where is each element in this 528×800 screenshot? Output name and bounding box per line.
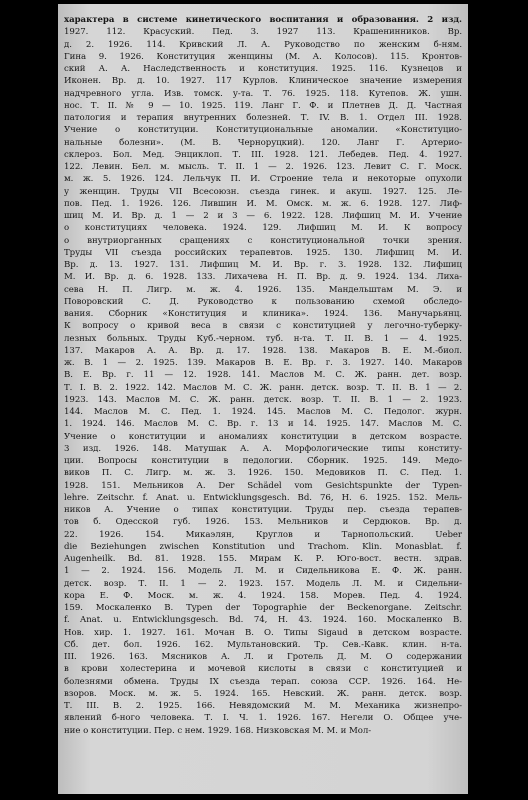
text-line: Поворовский С. Д. Руководство к пользованию схемой обследо-	[64, 296, 462, 307]
text-line: д. 2. 1926. 114. Кривский Л. А. Руководство по женским б-ням.	[64, 39, 462, 50]
text-line: К вопросу о кривой веса в связи с конституцией у легочно-туберку-	[64, 321, 462, 332]
text-line: 1928. 151. Мельников А. Der Schädel vom Gesichtspunkte der Typen-	[64, 480, 462, 491]
bibliography-text	[64, 14, 462, 737]
text-line: 137. Макаров А. А. Вр. д. 17. 1928. 138. Макаров В. Е. М.-биол.	[64, 345, 462, 356]
text-line: характера в системе кинетического воспитания и образования. 2 изд.	[64, 15, 462, 25]
text-line: III. 1926. 163. Мясников А. Л. и Гротель Д. М. О содержании	[64, 652, 462, 662]
text-line: 1. 1924. 146. Маслов М. С. Вр. г. 13 и 14. 1925. 147. Маслов М. С.	[64, 419, 462, 430]
text-line: Вр. д. 13. 1927. 131. Лифшиц М. И. Вр. г. 3. 1928. 132. Лифшиц	[64, 260, 462, 270]
text-line: ж. В. 1 — 2. 1925. 139. Макаров В. Е. Вр. г. 3. 1927. 140. Макаров	[64, 358, 462, 368]
text-line: нальные болезни». (М. В. Черноруцкий). 120. Ланг Г. Артерио-	[64, 137, 462, 148]
text-line: lehre. Zeitschr. f. Anat. u. Entwicklungsgesch. Bd. 76, H. 6. 1925. 152. Мель-	[64, 492, 462, 503]
text-line: Гина 9. 1926. Конституция женщины (М. А. Колосов). 115. Кронтов-	[64, 51, 462, 62]
text-line: 159. Москаленко В. Typen der Topographie der Beckenorgane. Zeitschr.	[64, 603, 462, 613]
text-line: у женщин. Труды VII Всесоюзн. съезда гинек. и акуш. 1927. 125. Ле-	[64, 186, 462, 197]
text-line: Учение о конституции. Конституциональные аномалии. «Конституцио-	[64, 125, 462, 136]
text-line: болезнями обмена. Труды IX съезда терап. союза ССР. 1926. 164. Не-	[64, 676, 462, 687]
text-line: В. Е. Вр. г. 11 — 12. 1928. 141. Маслов М. С. Ж. ранн. дет. возр.	[64, 370, 462, 381]
text-line: о внутриорганных сращениях с конституциональной точки зрения.	[64, 235, 462, 246]
text-line: 1927. 112. Красуский. Пед. 3. 1927 113. Крашенинников. Вр.	[64, 27, 462, 38]
text-line: пов. Пед. 1. 1926. 126. Лившин И. М. Омск. м. ж. 6. 1928. 127. Лиф-	[64, 198, 462, 209]
text-line: f. Anat. u. Entwicklungsgesch. Bd. 74, H. 43. 1924. 160. Москаленко В.	[64, 615, 462, 626]
text-line: ский А. А. Наследственность и конституция. 1925. 116. Кузнецов и	[64, 64, 462, 74]
text-line: Т. I. В. 2. 1922. 142. Маслов М. С. Ж. ранн. детск. возр. Т. II. В. 1 — 2.	[64, 382, 462, 393]
text-line: вания. Сборник «Конституция и клиника». 1924. 136. Манучарьянц.	[64, 309, 462, 319]
text-line: сева Н. П. Лигр. м. ж. 4. 1926. 135. Мандельштам М. Э. и	[64, 284, 462, 295]
text-line: Учение о конституции и аномалиях конституции в детском возрасте.	[64, 431, 462, 442]
text-line: ции. Вопросы конституции в педологии. Сборник. 1925. 149. Медо-	[64, 456, 462, 466]
text-line: Нов. хир. 1. 1927. 161. Мочан В. О. Типы Sigaud в детском возрасте.	[64, 627, 462, 638]
text-line: ние о конституции. Пер. с нем. 1929. 168. Низковская М. М. и Мол-	[64, 725, 372, 736]
text-line: нос. Т. II. № 9 — 10. 1925. 119. Ланг Г. Ф. и Плетнев Д. Д. Частная	[64, 100, 462, 111]
text-line: 122. Левин. Бел. м. мысль. Т. II. 1 — 2. 1926. 123. Левит С. Г. Моск.	[64, 162, 462, 172]
text-line: шиц М. И. Вр. д. 1 — 2 и 3 — 6. 1922. 128. Лифшиц М. И. Учение	[64, 211, 462, 221]
text-line: Труды VII съезда российских терапевтов. 1925. 130. Лифшиц М. И.	[64, 247, 462, 258]
text-line: патология и терапия внутренних болезней. Т. IV. В. 1. Отдел III. 1928.	[64, 113, 462, 123]
text-line: явлений б-ного человека. Т. I. Ч. 1. 1926. 167. Негели О. Общее уче-	[64, 713, 462, 724]
text-line: кора Е. Ф. Моск. м. ж. 4. 1924. 158. Морев. Пед. 4. 1924.	[64, 590, 462, 601]
text-line: 1923. 143. Маслов М. С. Ж. ранн. детск. возр. Т. II. В. 1 — 2. 1923.	[64, 394, 462, 405]
text-line: лезных больных. Труды Куб.-черном. туб. н-та. Т. II. В. 1 — 4. 1925.	[64, 333, 462, 344]
text-line: виков П. С. Лигр. м. ж. 3. 1926. 150. Медовиков П. С. Пед. 1.	[64, 468, 462, 479]
text-line: Сб. дет. бол. 1926. 162. Мультановский. Тр. Сев.-Кавк. клин. н-та.	[64, 639, 462, 650]
book-page	[58, 4, 468, 794]
text-line: детск. возр. Т. II. 1 — 2. 1923. 157. Модель Л. М. и Сидельни-	[64, 578, 462, 589]
text-line: 3 изд. 1926. 148. Матушак А. А. Морфологические типы конститу-	[64, 443, 462, 454]
text-line: 1 — 2. 1924. 156. Модель Л. М. и Сидельникова Е. Ф. Ж. ранн.	[64, 566, 462, 577]
text-line: о конституциях человека. 1924. 129. Лифшиц М. И. К вопросу	[64, 223, 462, 234]
text-line: die Beziehungen zwischen Konstitution und Trachom. Klin. Monasblat. f.	[64, 541, 462, 552]
text-line: тов б. Одесской губ. 1926. 153. Мельников и Сердюков. Вр. д.	[64, 517, 462, 528]
text-line: в крови холестерина и мочевой кислоты в связи с конституцией и	[64, 664, 462, 675]
text-line: надчревного угла. Изв. томск. у-та. Т. 76. 1925. 118. Кутепов. Ж. ушн.	[64, 88, 462, 99]
text-line: Т. III. В. 2. 1925. 166. Невядомский М. М. Механика жизнепро-	[64, 701, 462, 711]
text-line: М. И. Вр. д. 6. 1928. 133. Лихачева Н. П. Вр. д. 9. 1924. 134. Лиха-	[64, 272, 462, 283]
text-line: м. ж. 5. 1926. 124. Лельчук П. И. Строение тела и некоторые опухоли	[64, 174, 462, 185]
text-line: 22. 1926. 154. Микаэлян, Круглов и Тарнопольский. Ueber	[64, 529, 462, 540]
text-line: 144. Маслов М. С. Пед. 1. 1924. 145. Маслов М. С. Педолог. журн.	[64, 407, 462, 417]
text-line: склероз. Бол. Мед. Энциклоп. Т. III. 1928. 121. Лебедев. Пед. 4. 1927.	[64, 149, 462, 160]
text-line: взоров. Моск. м. ж. 5. 1924. 165. Невский. Ж. ранн. детск. возр.	[64, 688, 462, 699]
text-line: Augenheilk. Bd. 81. 1928. 155. Мирам К. Р. Юго-вост. вестн. здрав.	[64, 554, 462, 564]
text-line: ников А. Учение о типах конституции. Труды пер. съезда терапев-	[64, 505, 462, 515]
text-line: Иконен. Вр. д. 10. 1927. 117 Курлов. Клиническое значение измерения	[64, 76, 462, 87]
